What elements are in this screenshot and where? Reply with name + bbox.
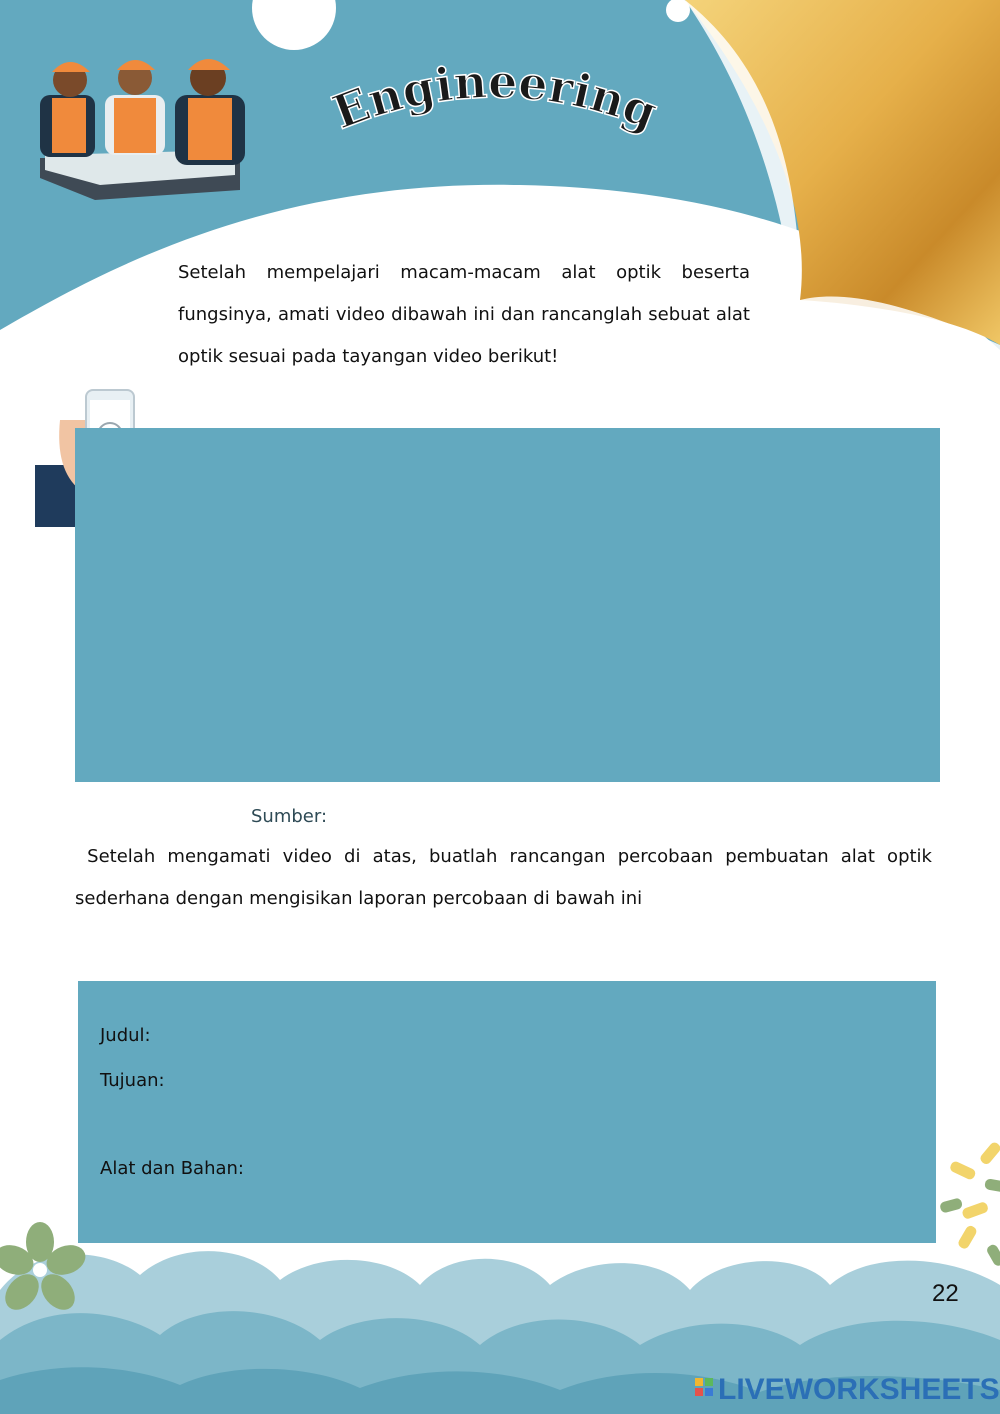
- judul-label: Judul:: [100, 1025, 151, 1046]
- video-placeholder[interactable]: [75, 428, 940, 782]
- alat-bahan-label: Alat dan Bahan:: [100, 1158, 244, 1179]
- page-title: Engineering: [330, 60, 660, 140]
- intro-paragraph: Setelah mempelajari macam-macam alat optik beserta fungsinya, amati video dibawah ini dan rancanglah sebuat alat optik sesuai pada tayangan video berikut!: [178, 262, 750, 367]
- instruction-paragraph: [75, 836, 932, 920]
- title-svg: [330, 60, 660, 150]
- video-source-label: Sumber:: [251, 806, 328, 827]
- engineers-illustration: [40, 59, 245, 200]
- title-container: [330, 60, 660, 150]
- confetti-decoration: [939, 1141, 1000, 1268]
- brand-footer: [692, 1372, 1000, 1408]
- instruction-text: Setelah mengamati video di atas, buatlah rancangan percobaan pembuatan alat optik sederhana dengan mengisikan laporan percobaan di bawah ini: [75, 846, 932, 909]
- tujuan-label: Tujuan:: [100, 1070, 165, 1091]
- page-number: 22: [932, 1280, 959, 1307]
- report-form: [78, 981, 936, 1243]
- brand-name: LIVEWORKSHEETS: [718, 1373, 1000, 1406]
